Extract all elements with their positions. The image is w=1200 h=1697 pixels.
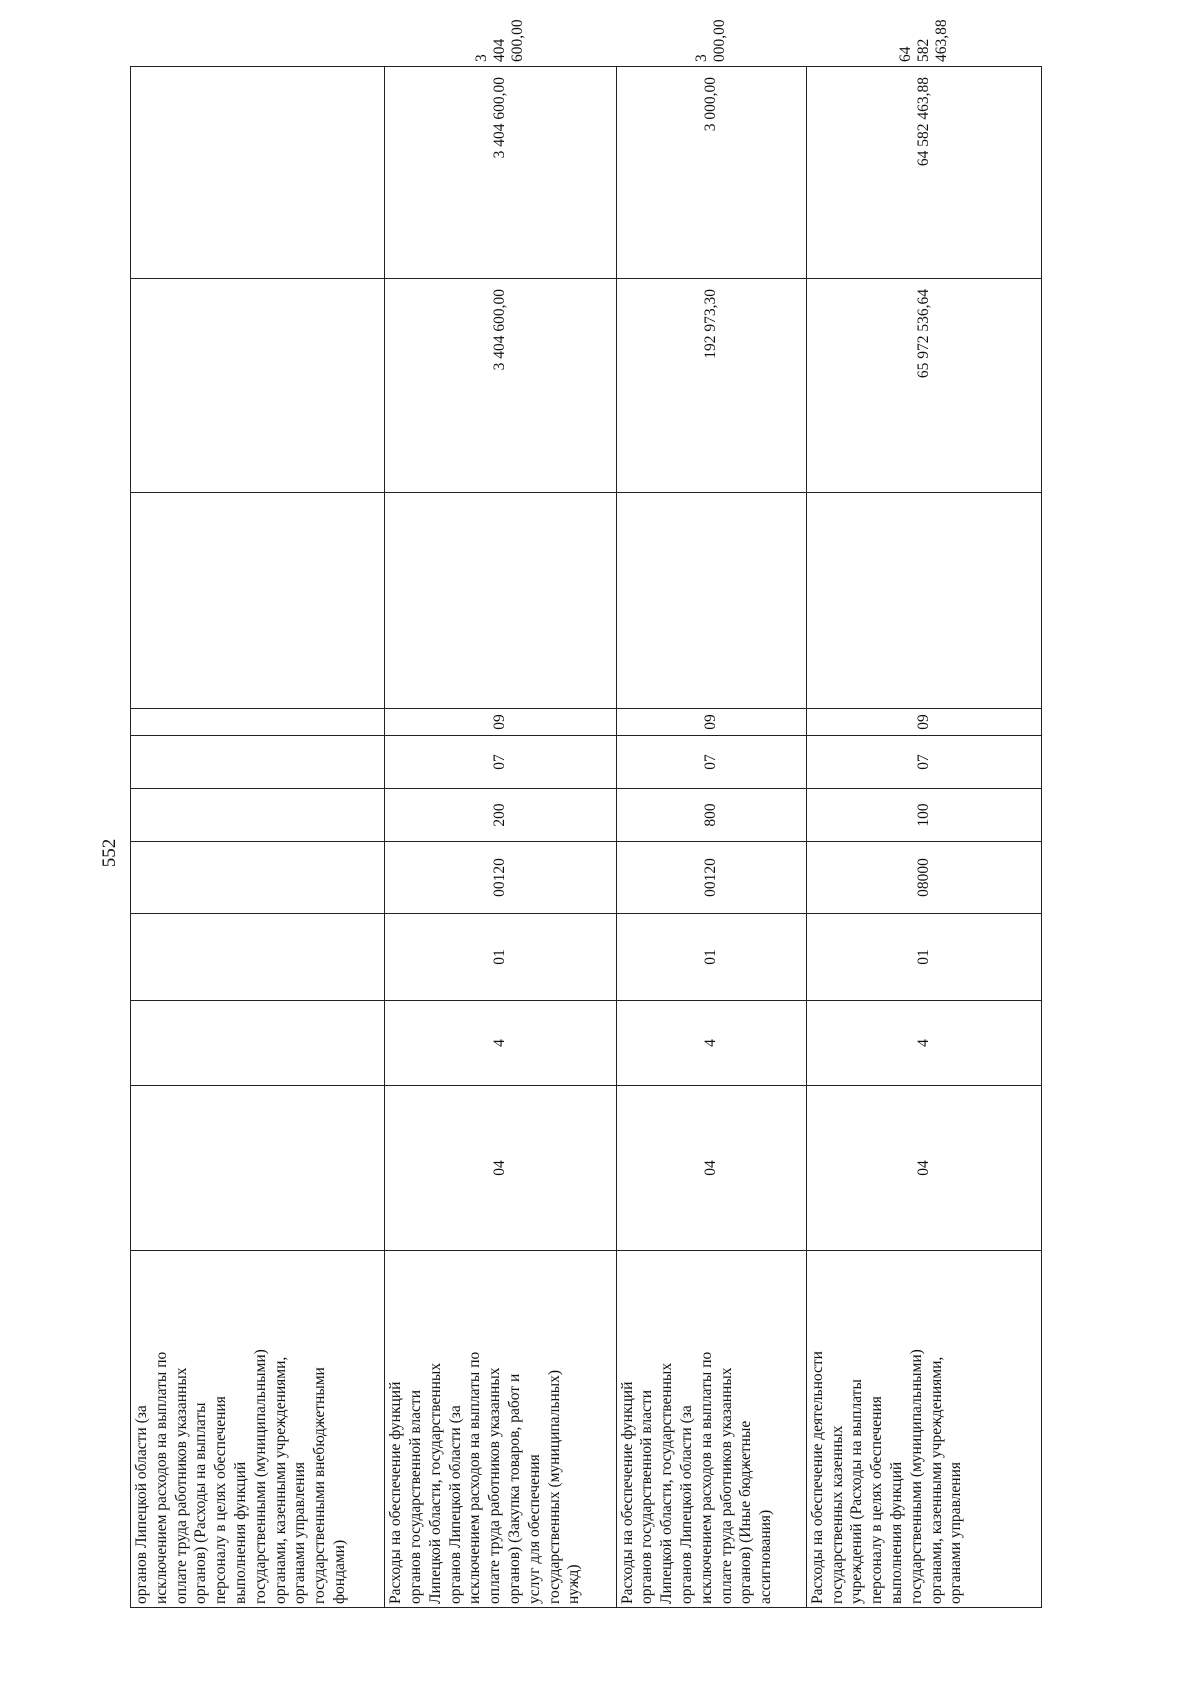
description-line: Липецкой области, государственных — [426, 1362, 444, 1604]
cell-code-2 — [131, 1001, 385, 1086]
cell-code-6: 07 — [806, 736, 1041, 789]
cell-code-4: 00120 — [616, 842, 806, 914]
description-line: органов) (Иные бюджетные — [737, 1420, 755, 1604]
cell-code-4: 00120 — [385, 842, 616, 914]
description-line: органов государственной власти — [407, 1390, 425, 1604]
cell-code-7: 09 — [806, 709, 1041, 736]
description-line: органов государственной власти — [638, 1390, 656, 1604]
description-line: персоналу в целях обеспечения — [212, 1396, 230, 1604]
cell-empty — [385, 493, 616, 709]
description-line: нужд) — [565, 1564, 583, 1604]
description-line: Расходы на обеспечение функций — [387, 1381, 405, 1604]
cell-code-4: 08000 — [806, 842, 1041, 914]
budget-table — [130, 19, 1042, 1608]
cell-code-5: 800 — [616, 789, 806, 842]
cell-amount-1 — [131, 279, 385, 493]
description-line: учреждений (Расходы на выплаты — [848, 1379, 866, 1604]
description-line: органами управления — [947, 1461, 965, 1604]
description-line: государственными (муниципальными) — [251, 1349, 269, 1604]
cell-code-7: 09 — [385, 709, 616, 736]
description-line: органов Липецкой области (за — [446, 1405, 464, 1604]
cell-amount-2: 3 000,00 — [616, 67, 806, 279]
cell-code-3 — [131, 914, 385, 1001]
description-line: государственных казенных — [828, 1425, 846, 1604]
description-line: фондами) — [330, 1539, 348, 1604]
cell-code-7: 09 — [616, 709, 806, 736]
cell-amount-1: 3 404 600,00 — [385, 279, 616, 493]
cell-code-1 — [131, 1086, 385, 1251]
page-number: 552 — [99, 838, 120, 868]
cell-code-2: 4 — [806, 1001, 1041, 1086]
description-line: исключением расходов на выплаты по — [152, 1351, 170, 1604]
cell-code-2: 4 — [616, 1001, 806, 1086]
cell-code-6: 07 — [616, 736, 806, 789]
table-row: Расходы на обеспечение функций органов государственной власти Липецкой области, государственных органов Липецкой области (за исключением расходов на выплаты по оплате труда работников указанных органов) (Закупка товаров, работ и услуг для обеспечения государственных (муниципальных) нужд) 04 4 01 00120 200 07 09 3 404 600,00 3 404 600,00 3 404 600,00 — [385, 67, 616, 1608]
description-line: органов) (Закупка товаров, работ и — [506, 1373, 524, 1604]
cell-description — [806, 1251, 1041, 1608]
cell-code-6: 07 — [385, 736, 616, 789]
table-row: Расходы на обеспечение деятельности государственных казенных учреждений (Расходы на выплаты персоналу в целях обеспечения выполнения функций государственными (муниципальными) органами, казенными учреждениями, органами управления 04 4 01 08000 100 07 09 65 972 536,64 64 582 463,88 64 582 463,88 — [806, 67, 1041, 1608]
cell-code-3: 01 — [385, 914, 616, 1001]
description-line: услуг для обеспечения — [525, 1454, 543, 1604]
table-row — [131, 67, 385, 1608]
description-line: Липецкой области, государственных — [658, 1362, 676, 1604]
description-line: оплате труда работников указанных — [486, 1367, 504, 1604]
cell-amount-1: 65 972 536,64 — [806, 279, 1041, 493]
description-line: оплате труда работников указанных — [717, 1367, 735, 1604]
description-line: Расходы на обеспечение функций — [618, 1381, 636, 1604]
description-line: органами, казенными учреждениями, — [271, 1356, 289, 1604]
cell-code-1: 04 — [806, 1086, 1041, 1251]
cell-code-3: 01 — [616, 914, 806, 1001]
description-line: государственных (муниципальных) — [545, 1369, 563, 1604]
description-line: органов Липецкой области (за — [677, 1405, 695, 1604]
cell-code-5: 100 — [806, 789, 1041, 842]
description-line: органами управления — [291, 1461, 309, 1604]
cell-empty — [806, 493, 1041, 709]
description-line: выполнения функций — [231, 1461, 249, 1604]
cell-description — [131, 1251, 385, 1608]
description-line: Расходы на обеспечение деятельности — [808, 1351, 826, 1604]
cell-amount-2: 64 582 463,88 — [806, 67, 1041, 279]
budget-table-frame — [130, 19, 1042, 1608]
cell-code-2: 4 — [385, 1001, 616, 1086]
cell-code-1: 04 — [385, 1086, 616, 1251]
description-line: органов) (Расходы на выплаты — [192, 1402, 210, 1604]
cell-description — [616, 1251, 806, 1608]
cell-empty — [616, 493, 806, 709]
description-line: исключением расходов на выплаты по — [466, 1351, 484, 1604]
description-line: органами, казенными учреждениями, — [927, 1356, 945, 1604]
cell-amount-2: 3 404 600,00 — [385, 67, 616, 279]
description-line: исключением расходов на выплаты по — [697, 1351, 715, 1604]
cell-code-7 — [131, 709, 385, 736]
description-line: оплате труда работников указанных — [172, 1367, 190, 1604]
description-line: органов Липецкой области (за — [133, 1405, 150, 1604]
cell-code-1: 04 — [616, 1086, 806, 1251]
cell-code-5 — [131, 789, 385, 842]
table-row: Расходы на обеспечение функций органов государственной власти Липецкой области, государственных органов Липецкой области (за исключением расходов на выплаты по оплате труда работников указанных органов) (Иные бюджетные ассигнования) 04 4 01 00120 800 07 09 192 973,30 3 000,00 3 000,00 — [616, 67, 806, 1608]
cell-description — [385, 1251, 616, 1608]
description-line: выполнения функций — [887, 1461, 905, 1604]
description-line: государственными (муниципальными) — [907, 1349, 925, 1604]
description-line: ассигнования) — [757, 1509, 775, 1604]
cell-code-4 — [131, 842, 385, 914]
cell-code-3: 01 — [806, 914, 1041, 1001]
cell-code-6 — [131, 736, 385, 789]
description-line: персоналу в целях обеспечения — [868, 1396, 886, 1604]
description-line: государственными внебюджетными — [311, 1367, 329, 1604]
cell-code-5: 200 — [385, 789, 616, 842]
cell-empty — [131, 493, 385, 709]
cell-amount-1: 192 973,30 — [616, 279, 806, 493]
cell-amount-2 — [131, 67, 385, 279]
